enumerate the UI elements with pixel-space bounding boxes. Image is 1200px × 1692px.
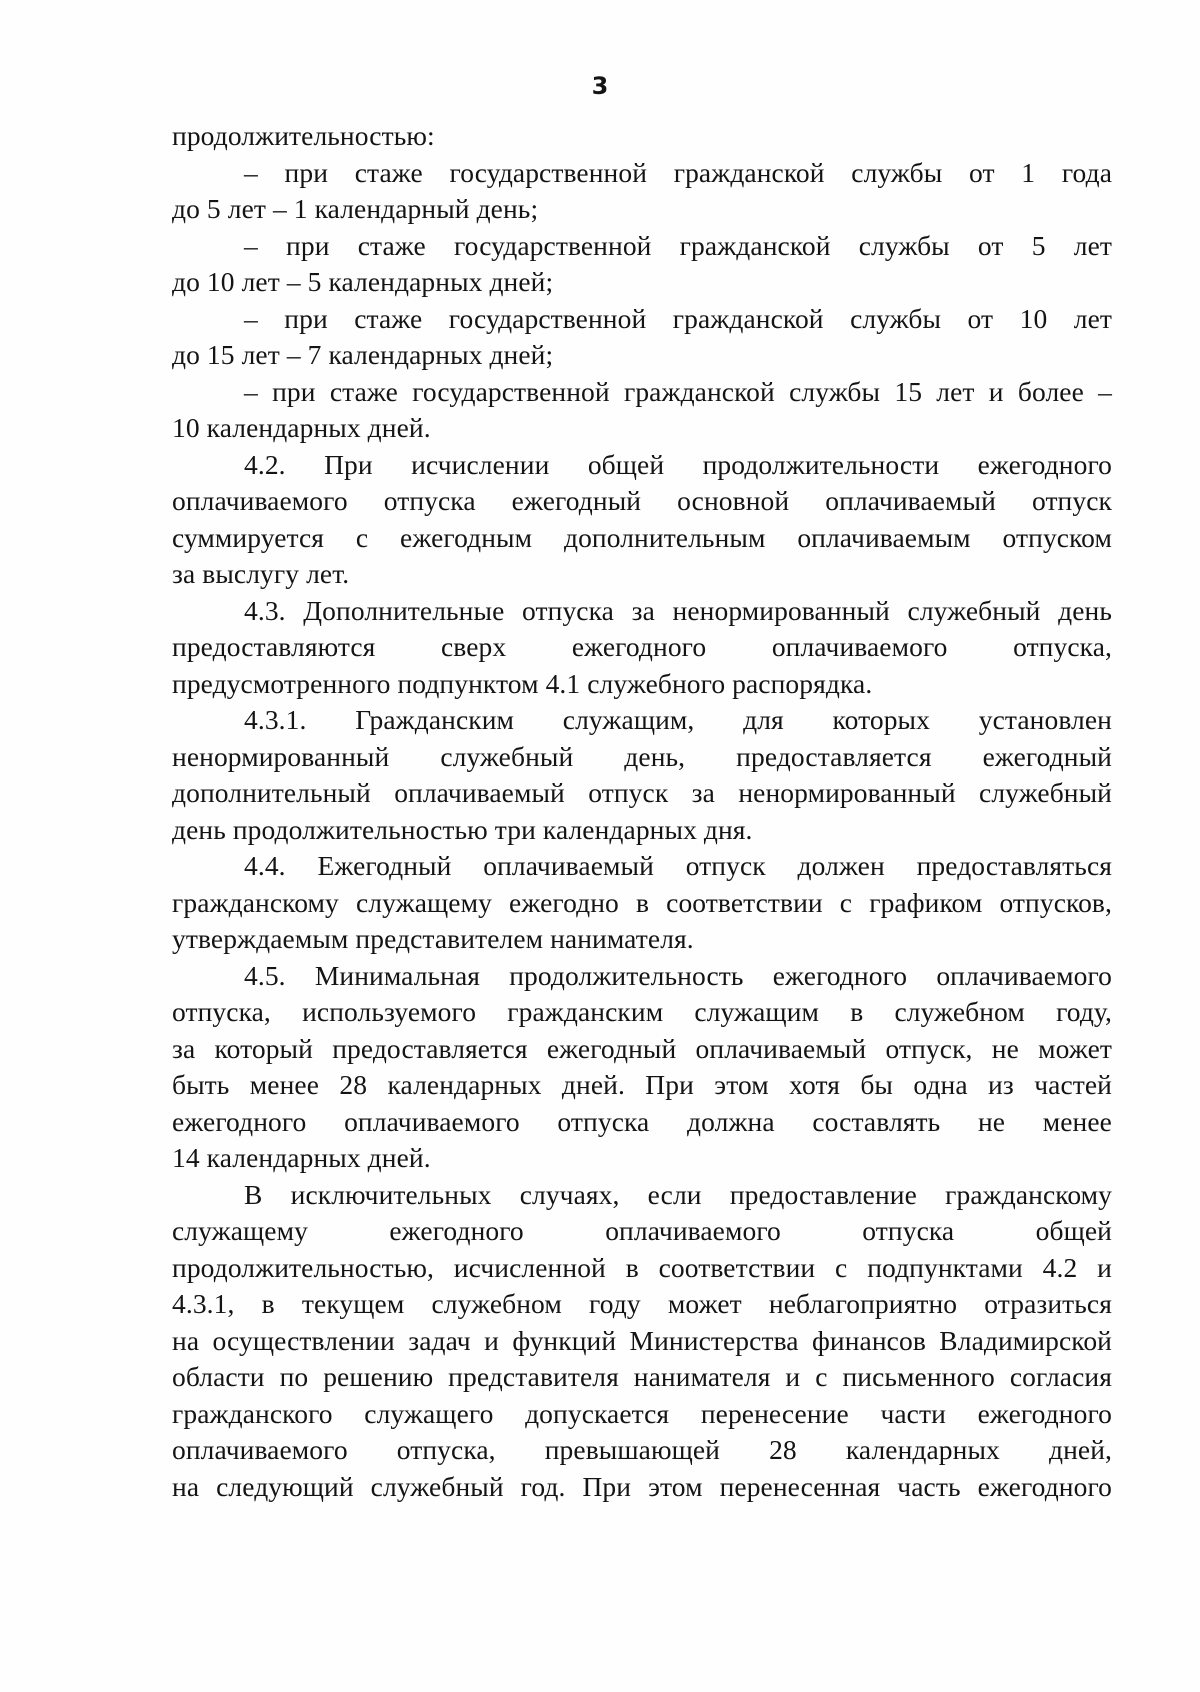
paragraph <box>172 958 1112 1177</box>
paragraph <box>172 447 1112 593</box>
text-line: гражданскому служащему ежегодно в соответствии с графиком отпусков, <box>172 886 1112 918</box>
paragraph <box>172 374 1112 447</box>
text-line: до 15 лет – 7 календарных дней; <box>172 339 554 370</box>
text-line: области по решению представителя нанимателя и с письменного согласия <box>172 1361 1112 1392</box>
text-line: на осуществлении задач и функций Министерства финансов Владимирской <box>172 1324 1112 1356</box>
text-line: 4.3. Дополнительные отпуска за ненормированный служебный день <box>244 594 1112 626</box>
text-line: ненормированный служебный день, предоставляется ежегодный <box>172 740 1112 772</box>
paragraph <box>172 702 1112 848</box>
text-line: до 5 лет – 1 календарный день; <box>172 193 539 224</box>
text-line: – при стаже государственной гражданской службы от 1 года <box>244 156 1112 188</box>
text-line: 4.5. Минимальная продолжительность ежегодного оплачиваемого <box>244 959 1112 991</box>
text-line: на следующий служебный год. При этом перенесенная часть ежегодного <box>172 1470 1112 1502</box>
text-line: оплачиваемого отпуска ежегодный основной оплачиваемый отпуск <box>172 485 1112 516</box>
text-line: отпуска, используемого гражданским служащим в служебном году, <box>172 996 1112 1027</box>
paragraph <box>172 848 1112 958</box>
text-line: гражданского служащего допускается перенесение части ежегодного <box>172 1397 1112 1429</box>
text-line: 4.3.1, в текущем служебном году может неблагоприятно отразиться <box>172 1288 1112 1319</box>
paragraph <box>172 118 1112 155</box>
text-line: 10 календарных дней. <box>172 412 431 443</box>
text-line: – при стаже государственной гражданской службы от 10 лет <box>244 302 1112 334</box>
text-line: продолжительностью: <box>172 120 435 151</box>
text-line: оплачиваемого отпуска, превышающей 28 календарных дней, <box>172 1434 1112 1465</box>
text-line: В исключительных случаях, если предоставление гражданскому <box>244 1178 1112 1210</box>
text-line: продолжительностью, исчисленной в соответствии с подпунктами 4.2 и <box>172 1251 1112 1283</box>
text-line: дополнительный оплачиваемый отпуск за ненормированный служебный <box>172 777 1112 808</box>
text-line: служащему ежегодного оплачиваемого отпуска общей <box>172 1215 1112 1246</box>
text-line: 4.2. При исчислении общей продолжительности ежегодного <box>244 448 1112 480</box>
paragraph <box>172 301 1112 374</box>
paragraph <box>172 1177 1112 1506</box>
text-line: – при стаже государственной гражданской службы от 5 лет <box>244 229 1112 261</box>
page-number: 3 <box>591 72 609 100</box>
text-line: за выслугу лет. <box>172 558 350 589</box>
text-line: предусмотренного подпунктом 4.1 служебного распорядка. <box>172 667 873 699</box>
text-line: 4.3.1. Гражданским служащим, для которых установлен <box>244 704 1112 735</box>
text-line: 4.4. Ежегодный оплачиваемый отпуск должен предоставляться <box>244 850 1112 881</box>
text-line: быть менее 28 календарных дней. При этом хотя бы одна из частей <box>172 1069 1112 1100</box>
text-line: предоставляются сверх ежегодного оплачиваемого отпуска, <box>172 631 1112 662</box>
paragraph <box>172 593 1112 703</box>
text-line: ежегодного оплачиваемого отпуска должна составлять не менее <box>172 1105 1112 1137</box>
text-line: утверждаемым представителем нанимателя. <box>172 923 694 954</box>
text-line: до 10 лет – 5 календарных дней; <box>172 266 554 297</box>
paragraph <box>172 155 1112 228</box>
text-line: 14 календарных дней. <box>172 1142 431 1173</box>
text-line: суммируется с ежегодным дополнительным оплачиваемым отпуском <box>172 521 1112 553</box>
paragraph <box>172 228 1112 301</box>
text-line: за который предоставляется ежегодный оплачиваемый отпуск, не может <box>172 1032 1112 1064</box>
text-line: – при стаже государственной гражданской службы 15 лет и более – <box>244 375 1112 407</box>
document-body <box>172 118 1112 1505</box>
text-line: день продолжительностью три календарных дня. <box>172 813 753 845</box>
